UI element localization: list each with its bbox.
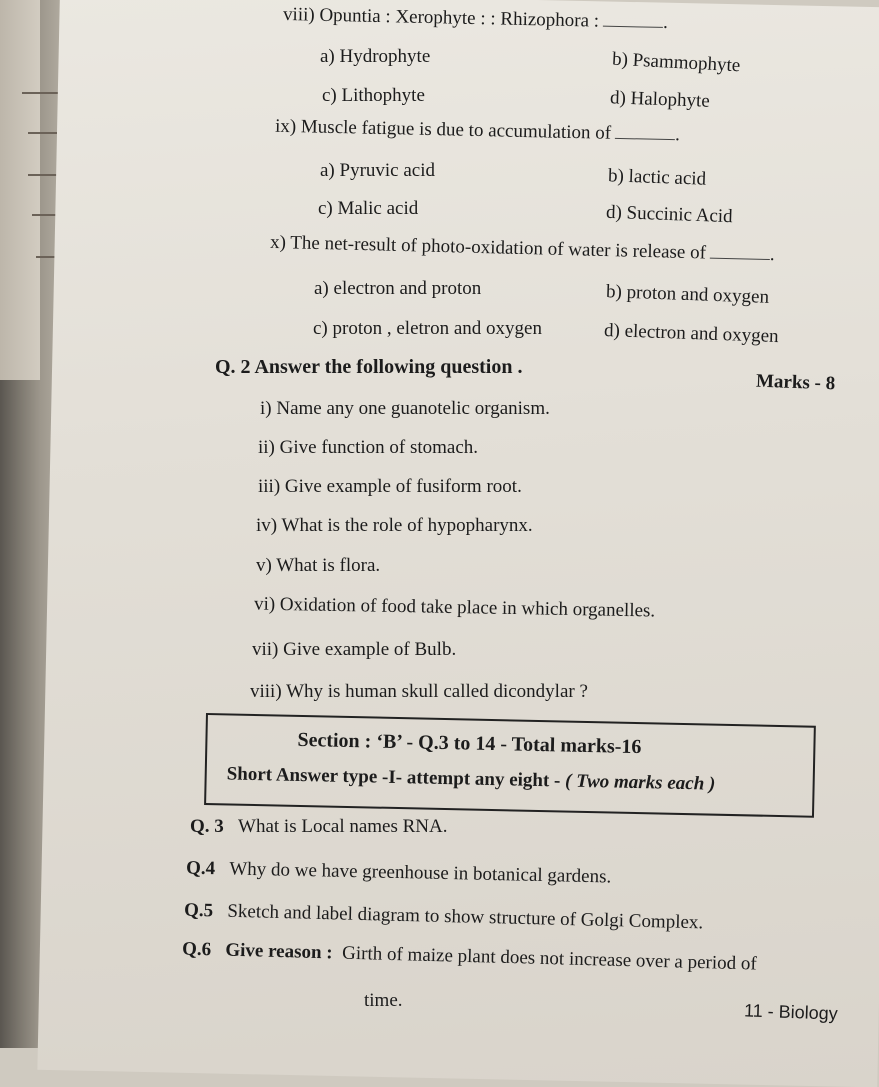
q2-item-6: vi) Oxidation of food take place in which organelles. bbox=[253, 593, 656, 622]
q2-item-7: vii) Give example of Bulb. bbox=[252, 639, 457, 660]
page-footer: 11 - Biology bbox=[743, 1000, 839, 1024]
option-a: a) Pyruvic acid bbox=[320, 160, 436, 181]
question-5: Q.5 Sketch and label diagram to show structure of Golgi Complex. bbox=[183, 899, 704, 934]
option-a: a) electron and proton bbox=[314, 278, 482, 299]
option-b: b) proton and oxygen bbox=[605, 281, 770, 308]
q2-item-4: iv) What is the role of hypopharynx. bbox=[256, 515, 533, 536]
edge-mark bbox=[22, 92, 62, 94]
option-b: b) lactic acid bbox=[607, 165, 707, 190]
adjacent-sheet bbox=[0, 0, 40, 380]
option-b: b) Psammophyte bbox=[611, 48, 741, 77]
q2-item-1: i) Name any one guanotelic organism. bbox=[260, 398, 550, 419]
option-c: c) Malic acid bbox=[318, 198, 419, 219]
question-6-continued: time. bbox=[364, 990, 403, 1011]
section-b-box bbox=[204, 713, 816, 818]
q2-marks: Marks - 8 bbox=[755, 370, 836, 395]
q2-item-3: iii) Give example of fusiform root. bbox=[258, 476, 522, 497]
q2-item-8: viii) Why is human skull called dicondylar ? bbox=[250, 681, 588, 702]
question-6: Q.6 Give reason : Girth of maize plant does not increase over a period of bbox=[181, 938, 757, 975]
question-ix: ix) Muscle fatigue is due to accumulation of . bbox=[274, 115, 681, 146]
option-d: d) Succinic Acid bbox=[605, 201, 733, 228]
option-d: d) Halophyte bbox=[609, 87, 711, 112]
option-a: a) Hydrophyte bbox=[320, 46, 431, 67]
option-c: c) Lithophyte bbox=[322, 85, 425, 106]
question-x: x) The net-result of photo-oxidation of water is release of . bbox=[269, 231, 775, 266]
question-3: Q. 3 What is Local names RNA. bbox=[190, 816, 448, 837]
q2-heading: Q. 2 Answer the following question . bbox=[215, 356, 523, 378]
q2-item-2: ii) Give function of stomach. bbox=[258, 437, 479, 458]
q2-item-5: v) What is flora. bbox=[256, 555, 381, 576]
question-viii: viii) Opuntia : Xerophyte : : Rhizophora : . bbox=[282, 3, 669, 34]
section-b-instructions: Short Answer type -I- attempt any eight - ( Two marks each ) bbox=[226, 763, 716, 795]
question-4: Q.4 Why do we have greenhouse in botanical gardens. bbox=[185, 857, 612, 888]
option-d: d) electron and oxygen bbox=[603, 319, 779, 348]
option-c: c) proton , eletron and oxygen bbox=[313, 318, 542, 339]
section-b-title: Section : ‘B’ - Q.3 to 14 - Total marks-16 bbox=[297, 728, 642, 759]
